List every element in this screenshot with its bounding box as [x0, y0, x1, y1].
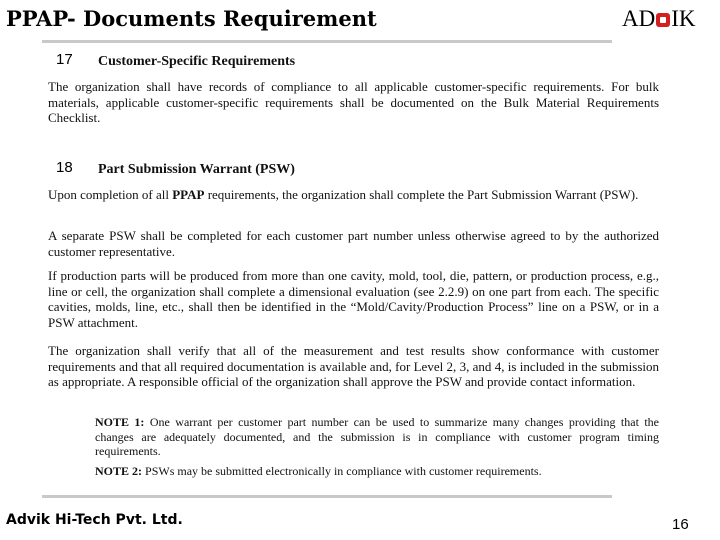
- note-label: NOTE 1:: [95, 415, 145, 429]
- section-heading: Customer-Specific Requirements: [98, 54, 296, 69]
- section-paragraph: [48, 187, 659, 203]
- section-paragraph: The organization shall verify that all of the measurement and test results show conformance with customer requirements and that all required documentation is available and, for Level 2, 3, and 4, is included in the submission as appropriate. A responsible official of the organization shall approve the PSW and provide contact information.: [48, 343, 659, 389]
- section-paragraph: If production parts will be produced from more than one cavity, mold, tool, die, pattern, or production process, e.g., line or cell, the organization shall complete a dimensional evaluation (see 2.2.9) on one part from each. The specific cavities, molds, line, etc., shall then be identified in the “Mold/Cavity/Production Process” line on a PSW, or in a PSW attachment.: [48, 268, 659, 330]
- logo-text-left: AD: [622, 6, 656, 31]
- note-text: PSWs may be submitted electronically in compliance with customer requirements.: [145, 464, 542, 478]
- slide-title: PPAP- Documents Requirement: [6, 6, 377, 31]
- paragraph-bold-term: PPAP: [172, 187, 205, 202]
- paragraph-text: Upon completion of all: [48, 187, 173, 202]
- section-heading: Part Submission Warrant (PSW): [98, 162, 295, 177]
- page-number: 16: [672, 516, 689, 533]
- bottom-divider: [42, 495, 612, 498]
- section-number: 18: [56, 159, 73, 176]
- logo-text-right: IK: [671, 6, 696, 31]
- note-label: NOTE 2:: [95, 464, 143, 478]
- company-logo: [622, 6, 696, 32]
- note-item: [95, 464, 659, 479]
- note-item: [95, 415, 659, 459]
- section-number: 17: [56, 51, 73, 68]
- logo-square-icon: [656, 13, 670, 27]
- section-paragraph: The organization shall have records of compliance to all applicable customer-specific requirements. For bulk materials, applicable customer-specific requirements shall be documented on the Bulk Material Requirements Checklist.: [48, 79, 659, 125]
- section-paragraph: A separate PSW shall be completed for each customer part number unless otherwise agreed to by the authorized customer representative.: [48, 228, 659, 259]
- paragraph-text: requirements, the organization shall complete the Part Submission Warrant (PSW).: [204, 187, 639, 202]
- note-text: One warrant per customer part number can be used to summarize many changes providing that the changes are adequately documented, and the submission is in compliance with customer program timing requirements.: [95, 415, 659, 458]
- top-divider: [42, 40, 612, 43]
- footer-company-name: Advik Hi-Tech Pvt. Ltd.: [6, 512, 183, 528]
